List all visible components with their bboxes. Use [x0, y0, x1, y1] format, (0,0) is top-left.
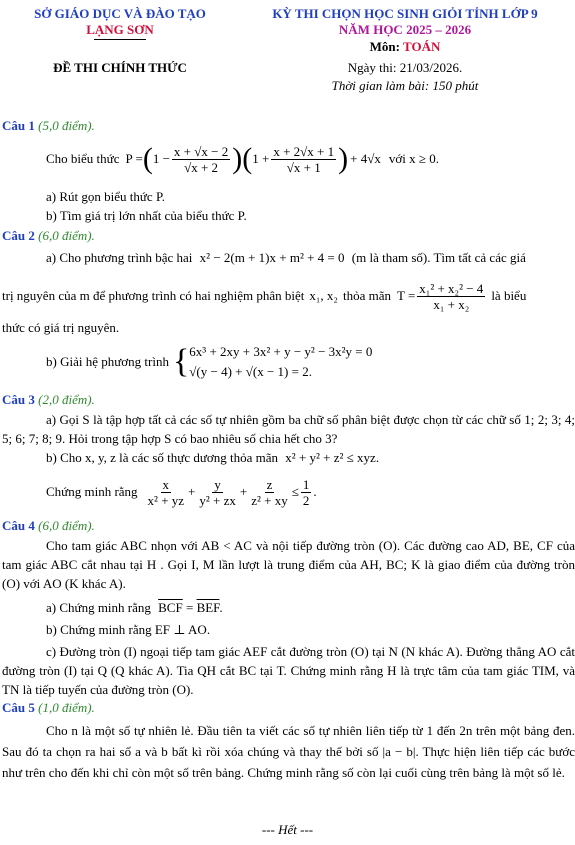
question-1-expression: Cho biểu thức P = ( 1 − $\frac{x + √x - 2}{√x + 2}$ )( 1 + $\frac{x + 2√x + 1}{√x + 1}$ ) + 4√x với x ≥ 0.	[46, 142, 439, 175]
question-4-heading: Câu 4 (6,0 điểm).	[2, 518, 95, 533]
province-name: LẠNG SƠN	[86, 22, 154, 37]
question-3-heading: Câu 3 (2,0 điểm).	[2, 392, 95, 407]
question-4b: b) Chứng minh rằng EF ⊥ AO.	[46, 622, 211, 637]
question-2a-line1: a) Cho phương trình bậc hai x² − 2(m + 1)x + m² + 4 = 0 (m là tham số). Tìm tất cả các giá	[46, 250, 526, 265]
header-underline	[94, 39, 146, 40]
subject-name: TOÁN	[403, 39, 441, 54]
question-3a: a) Gọi S là tập hợp tất cả các số tự nhiên gồm ba chữ số phân biệt được chọn từ các chữ số 1; 2; 3; 4; 5; 6; 7; 8; 9. Hỏi trong tập hợp S có bao nhiêu số chia hết cho 3?	[2, 412, 575, 446]
subject-line	[250, 39, 560, 55]
exam-duration: Thời gian làm bài: 150 phút	[331, 78, 479, 93]
official-exam-label: ĐỀ THI CHÍNH THỨC	[53, 60, 187, 75]
question-2-heading: Câu 2 (6,0 điểm).	[2, 228, 95, 243]
end-marker: --- Hết ---	[261, 822, 314, 837]
department-name: SỞ GIÁO DỤC VÀ ĐÀO TẠO	[34, 6, 206, 21]
question-1-heading: Câu 1 (5,0 điểm).	[2, 118, 95, 133]
subject-label: Môn:	[369, 39, 400, 54]
exam-title: KỲ THI CHỌN HỌC SINH GIỎI TỈNH LỚP 9	[272, 6, 538, 21]
question-4a: a) Chứng minh rằng $\overline{BCF} = \overline{BEF}$.	[46, 600, 223, 615]
question-2b: b) Giải hệ phương trình { 6x³ + 2xy + 3x² + y − y² − 3x²y = 0 √(y − 4) + √(x − 1) = 2.	[46, 343, 373, 380]
question-4c: c) Đường tròn (I) ngoại tiếp tam giác AEF cắt đường tròn (O) tại N (N khác A). Đường thẳng AO cắt đường tròn (I) tại Q (Q khác A). Tia QH cắt BC tại T. Chứng minh rằng H là trực tâm của tam giác TIM, và TN là tiếp tuyến của đường tròn (O).	[2, 644, 575, 697]
exam-date: Ngày thi: 21/03/2026.	[347, 60, 463, 75]
question-2a-line2: trị nguyên của m để phương trình có hai nghiệm phân biệt x₁, x₂ thỏa mãn T = $\frac{\text{x₁² + x₂² − 4}}{\text{x₁ + x₂}}$ là biểu	[2, 280, 527, 312]
school-year: NĂM HỌC 2025 – 2026	[338, 22, 472, 37]
question-3b-line1: b) Cho x, y, z là các số thực dương thỏa mãn x² + y² + z² ≤ xyz.	[46, 450, 380, 465]
question-1b: b) Tìm giá trị lớn nhất của biểu thức P.	[46, 208, 247, 223]
question-4-intro: Cho tam giác ABC nhọn với AB < AC và nội tiếp đường tròn (O). Các đường cao AD, BE, CF của tam giác ABC cắt nhau tại H . Gọi I, M lần lượt là trung điểm của AH, BC; K là giao điểm của đường tròn (O) với AO (K khác A).	[2, 538, 575, 591]
question-2a-line3: thức có giá trị nguyên.	[2, 320, 120, 335]
question-3b-line2: Chứng minh rằng $\frac{x}{\text{x² + yz}}$ + $\frac{y}{\text{y² + zx}}$ + $\frac{z}{\text{z² + xy}}$ ≤ $\frac{1}{2}$ .	[46, 476, 317, 508]
question-5-text: Cho n là một số tự nhiên lẻ. Đầu tiên ta viết các số tự nhiên liên tiếp từ 1 đến 2n trên một bảng đen. Sau đó ta chọn ra hai số a và b bất kì rồi xóa chúng và thay thế bởi số |a − b|. Thực hiện liên tiếp các bước như trên cho đến khi chỉ còn một số trên bảng. Chứng minh rằng số còn lại cuối cùng trên bảng là một số lẻ.	[2, 723, 575, 780]
question-5-heading: Câu 5 (1,0 điểm).	[2, 700, 95, 715]
question-1a: a) Rút gọn biểu thức P.	[46, 189, 165, 204]
